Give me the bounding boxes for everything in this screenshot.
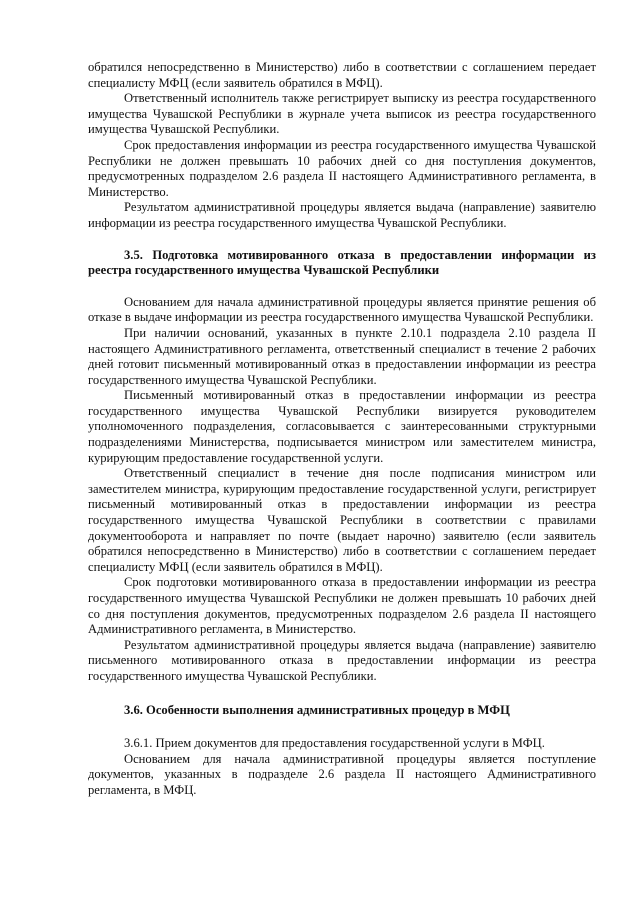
- paragraph: Результатом административной процедуры является выдача (направление) заявителю письменного мотивированного отказа в предоставлении информации из реестра государственного имущества Чувашской Республики.: [88, 637, 596, 683]
- paragraph: обратился непосредственно в Министерство) либо в соответствии с соглашением передает специалисту МФЦ (если заявитель обратился в МФЦ).: [88, 60, 596, 90]
- paragraph: Срок предоставления информации из реестра государственного имущества Чувашской Республики не должен превышать 10 рабочих дней со дня поступления документов, предусмотренных подразделом 2.6 раздела II настоящего Административного регламента, в Министерство.: [88, 137, 596, 199]
- section-heading-3-6: 3.6. Особенности выполнения административных процедур в МФЦ: [124, 702, 510, 717]
- paragraph: Письменный мотивированный отказ в предоставлении информации из реестра государственного имущества Чувашской Республики визируется руководителем уполномоченного подразделения, согласовывается с заинтересованными структурными подразделениями Министерства, подписывается министром или заместителем министра, курирующим предоставление государственной услуги.: [88, 388, 596, 465]
- paragraph: Срок подготовки мотивированного отказа в предоставлении информации из реестра государственного имущества Чувашской Республики не должен превышать 10 рабочих дней со дня поступления документов, предусмотренных подразделом 2.6 раздела II настоящего Административного регламента, в Министерство.: [88, 575, 596, 637]
- paragraph: Результатом административной процедуры является выдача (направление) заявителю информации из реестра государственного имущества Чувашской Республики.: [88, 200, 596, 230]
- paragraph: При наличии оснований, указанных в пункте 2.10.1 подраздела 2.10 раздела II настоящего Административного регламента, ответственный специалист в течение 2 рабочих дней готовит письменный мотивированный отказ в предоставлении информации из реестра государственного имущества Чувашской Республики.: [88, 325, 596, 387]
- section-heading-3-5: 3.5. Подготовка мотивированного отказа в предоставлении информации из реестра государственного имущества Чувашской Республики: [88, 247, 596, 278]
- paragraph: Основанием для начала административной процедуры является принятие решения об отказе в выдаче информации из реестра государственного имущества Чувашской Республики.: [88, 294, 596, 325]
- paragraph: Основанием для начала административной процедуры является поступление документов, указанных в подразделе 2.6 раздела II настоящего Административного регламента, в МФЦ.: [88, 751, 596, 797]
- paragraph: Ответственный исполнитель также регистрирует выписку из реестра государственного имущества Чувашской Республики в журнале учета выписок из реестра государственного имущества Чувашской Республики.: [88, 91, 596, 137]
- paragraph: Ответственный специалист в течение дня после подписания министром или заместителем министра, курирующим предоставление государственной услуги, регистрирует письменный мотивированный отказ в предоставлении информации из реестра государственного имущества Чувашской Республики в соответствии с правилами документооборота и направляет по почте (выдает нарочно) заявителю (если заявитель обратился непосредственно в Министерство) либо в соответствии с соглашением передает специалисту МФЦ (если заявитель обратился в МФЦ).: [88, 466, 596, 574]
- paragraph: 3.6.1. Прием документов для предоставления государственной услуги в МФЦ.: [124, 736, 545, 751]
